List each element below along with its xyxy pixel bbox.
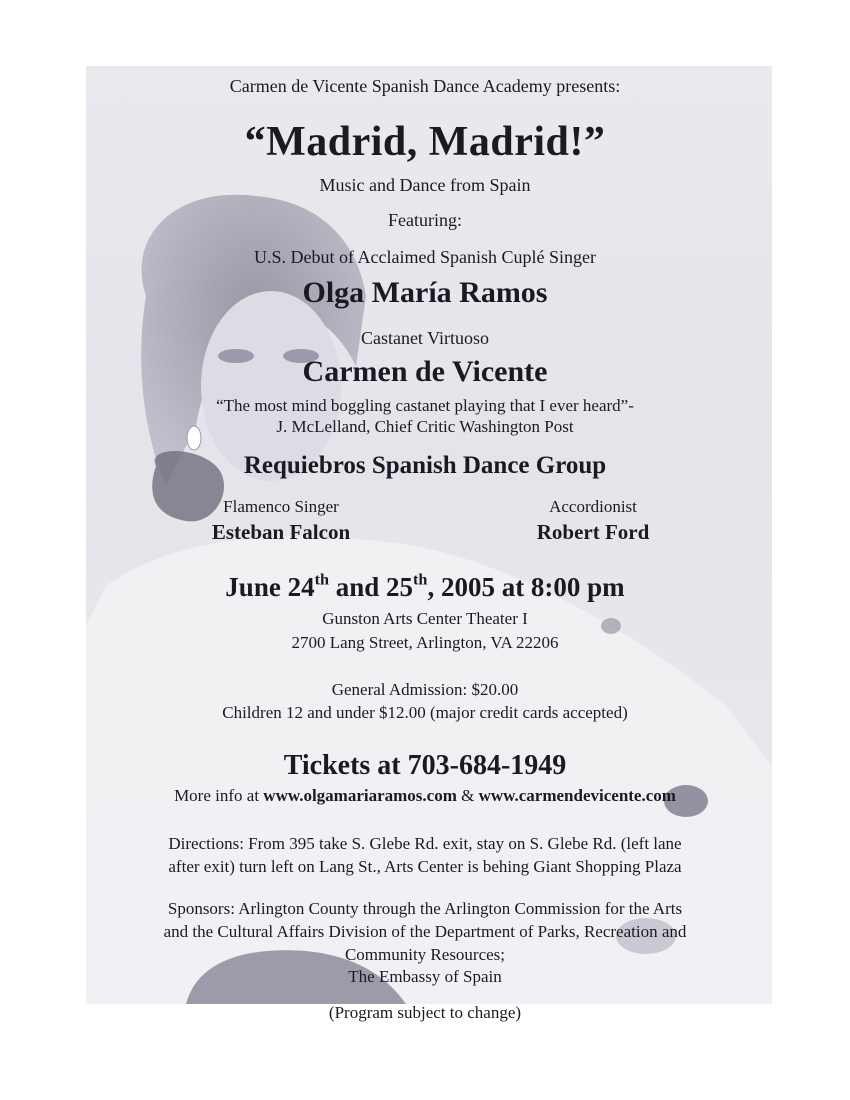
olga-website-link[interactable]: www.olgamariaramos.com	[263, 786, 457, 805]
singer-name: Olga María Ramos	[302, 276, 548, 309]
critic-quote: “The most mind boggling castanet playing that I ever heard”-	[216, 396, 634, 415]
general-admission: General Admission: $20.00	[331, 680, 519, 699]
accordion-name: Robert Ford	[536, 520, 650, 544]
tickets-phone: Tickets at 703-684-1949	[283, 750, 567, 781]
program-note: (Program subject to change)	[328, 1003, 522, 1022]
more-info-line: More info at www.olgamariaramos.com & www.carmendevicente.com	[174, 786, 676, 805]
debut-line: U.S. Debut of Acclaimed Spanish Cuplé Singer	[254, 247, 596, 267]
featuring-label: Featuring:	[388, 210, 462, 230]
presenter-line: Carmen de Vicente Spanish Dance Academy presents:	[229, 76, 621, 96]
event-date: June 24th and 25th, 2005 at 8:00 pm	[225, 570, 625, 602]
dance-group-name: Requiebros Spanish Dance Group	[243, 452, 607, 479]
directions-line-1: Directions: From 395 take S. Glebe Rd. exit, stay on S. Glebe Rd. (left lane	[168, 834, 682, 853]
flamenco-role: Flamenco Singer	[223, 497, 339, 516]
flamenco-name: Esteban Falcon	[211, 520, 351, 544]
event-title: “Madrid, Madrid!”	[244, 119, 606, 165]
castanet-name: Carmen de Vicente	[302, 355, 548, 388]
directions-line-2: after exit) turn left on Lang St., Arts Center is behing Giant Shopping Plaza	[168, 857, 682, 876]
castanet-role: Castanet Virtuoso	[360, 328, 490, 348]
quote-author: J. McLelland, Chief Critic Washington Post	[276, 417, 574, 436]
venue-address: 2700 Lang Street, Arlington, VA 22206	[291, 633, 559, 652]
accordion-role: Accordionist	[549, 497, 637, 516]
sponsors-line-3: Community Resources;	[344, 945, 506, 964]
sponsors-line-2: and the Cultural Affairs Division of the Department of Parks, Recreation and	[163, 922, 687, 941]
sponsors-line-4: The Embassy of Spain	[348, 967, 502, 986]
children-admission: Children 12 and under $12.00 (major credit cards accepted)	[222, 703, 628, 722]
carmen-website-link[interactable]: www.carmendevicente.com	[478, 786, 676, 805]
sponsors-line-1: Sponsors: Arlington County through the Arlington Commission for the Arts	[167, 899, 683, 918]
venue-name: Gunston Arts Center Theater I	[322, 609, 528, 628]
event-subtitle: Music and Dance from Spain	[319, 175, 531, 195]
